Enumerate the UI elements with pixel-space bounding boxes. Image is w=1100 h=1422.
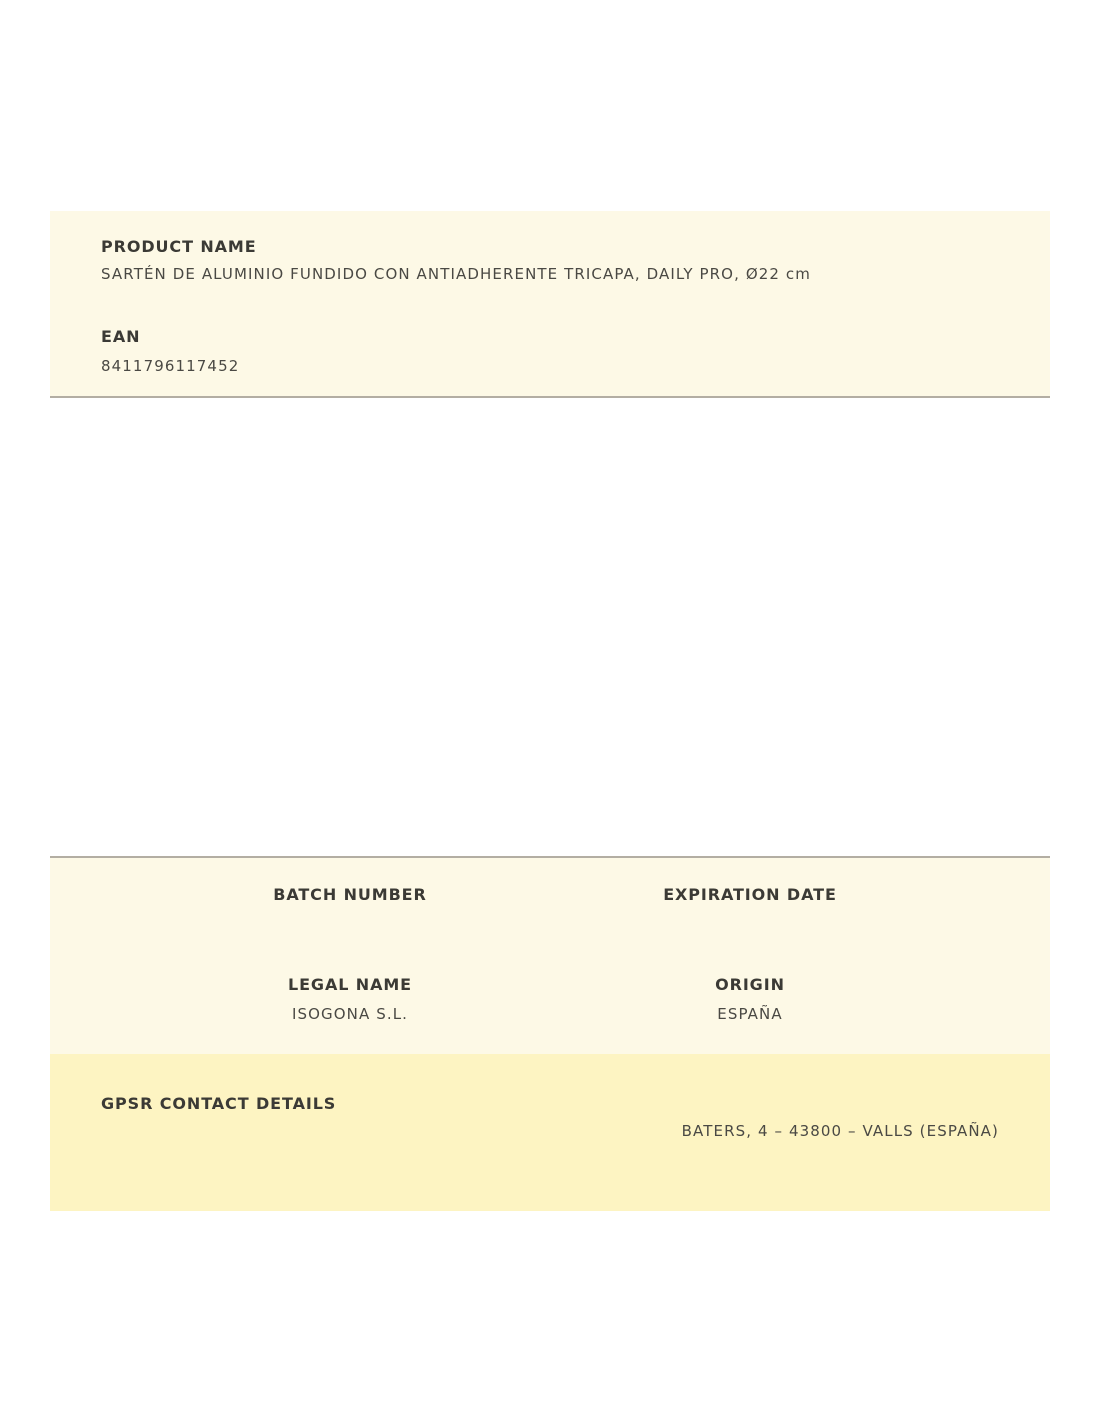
legal-name-label: LEGAL NAME: [287, 975, 413, 994]
product-name-value: SARTÉN DE ALUMINIO FUNDIDO CON ANTIADHERENTE TRICAPA, DAILY PRO, Ø22 cm: [101, 265, 811, 283]
origin-value: ESPAÑA: [717, 1005, 783, 1023]
expiration-date-label: EXPIRATION DATE: [663, 885, 837, 904]
gpsr-address: BATERS, 4 – 43800 – VALLS (ESPAÑA): [681, 1122, 999, 1140]
origin-label: ORIGIN: [715, 975, 785, 994]
product-name-label: PRODUCT NAME: [101, 237, 257, 256]
batch-number-label: BATCH NUMBER: [273, 885, 427, 904]
legal-name-value: ISOGONA S.L.: [291, 1005, 409, 1023]
product-info-section: [50, 211, 1050, 398]
gpsr-contact-label: GPSR CONTACT DETAILS: [101, 1094, 337, 1113]
ean-value: 8411796117452: [101, 357, 240, 375]
batch-origin-section: [50, 856, 1050, 1056]
ean-label: EAN: [101, 327, 141, 346]
gpsr-contact-section: [50, 1054, 1050, 1211]
